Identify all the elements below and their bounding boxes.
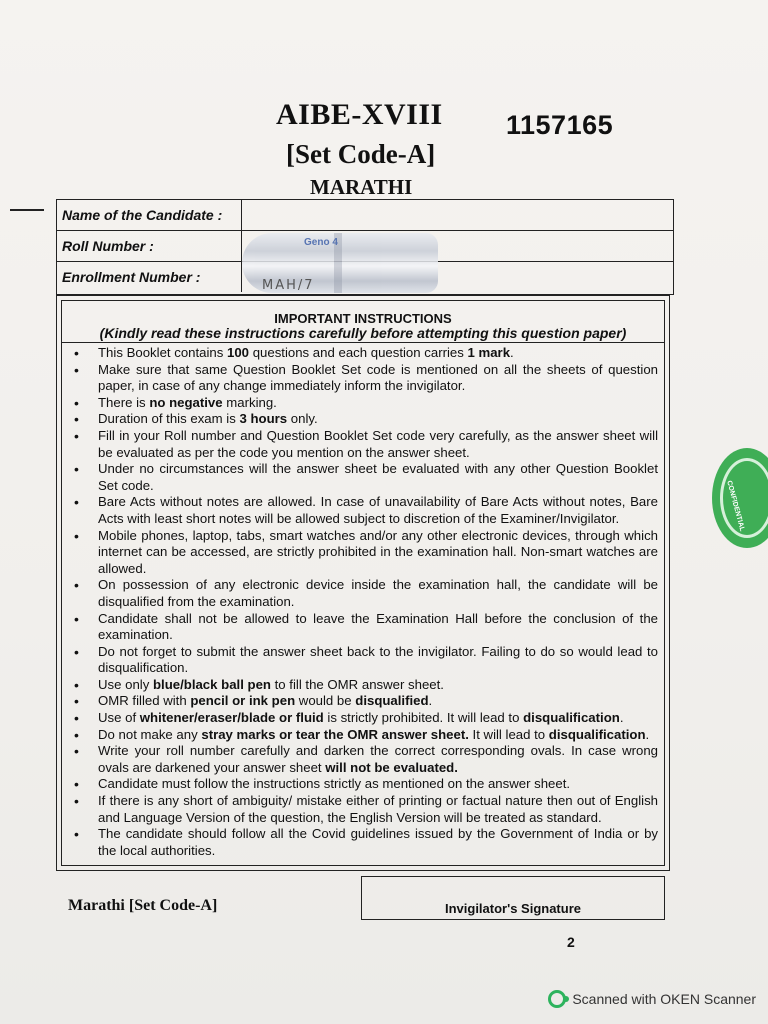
serial-number: 1157165 — [506, 110, 614, 140]
instruction-item: • OMR filled with pencil or ink pen would be disqualified. — [70, 693, 658, 710]
instruction-item: • Mobile phones, laptop, tabs, smart watches and/or any other electronic devices, through which internet can be accessed, are strictly prohibited in the examination hall. Non-smart watches are allowed. — [70, 528, 658, 578]
instructions-inner-border — [61, 300, 665, 866]
margin-mark — [10, 209, 44, 211]
set-code: [Set Code-A] — [286, 139, 436, 169]
instructions-list — [70, 345, 658, 859]
invigilator-signature-label: Invigilator's Signature — [444, 901, 581, 916]
instruction-item: • Candidate shall not be allowed to leave the Examination Hall before the conclusion of the examination. — [70, 611, 658, 644]
scanner-logo-icon — [548, 990, 566, 1008]
exam-title: AIBE-XVIII — [276, 98, 443, 131]
row-divider — [241, 200, 242, 230]
instruction-item: • Duration of this exam is 3 hours only. — [70, 411, 658, 428]
instruction-item: • The candidate should follow all the Covid guidelines issued by the Government of India or by the local authorities. — [70, 826, 658, 859]
footer-set-code: Marathi [Set Code-A] — [68, 897, 218, 914]
instruction-item: • Fill in your Roll number and Question Booklet Set code very carefully, as the answer sheet will be evaluated as per the code you mention on the answer sheet. — [70, 428, 658, 461]
candidate-name-label: Name of the Candidate : — [62, 207, 223, 223]
scanner-watermark — [548, 990, 756, 1008]
seal-text: CONFIDENTIAL — [725, 480, 746, 533]
instruction-item: • On possession of any electronic device inside the examination hall, the candidate will be disqualified from the examination. — [70, 577, 658, 610]
invigilator-signature-box — [361, 876, 665, 920]
pen-brand-text: Geno 4 — [304, 237, 338, 248]
instruction-item: • If there is any short of ambiguity/ mistake either of printing or factual nature then out of English and Language Version of the question, the English Version will be treated as standard. — [70, 793, 658, 826]
instructions-heading: IMPORTANT INSTRUCTIONS — [274, 311, 452, 326]
language-title: MARATHI — [310, 175, 413, 199]
enrollment-number-label: Enrollment Number : — [62, 269, 201, 285]
scanner-text: Scanned with OKEN Scanner — [572, 991, 756, 1007]
instruction-item: • This Booklet contains 100 questions and each question carries 1 mark. — [70, 345, 658, 362]
instructions-box — [56, 295, 670, 871]
instruction-item: • Write your roll number carefully and darken the correct corresponding ovals. In case wrong ovals are darkened your answer sheet will not be evaluated. — [70, 743, 658, 776]
candidate-name-row — [57, 200, 673, 231]
instructions-subheading: (Kindly read these instructions carefully before attempting this question paper) — [62, 325, 664, 343]
instruction-item: • There is no negative marking. — [70, 395, 658, 412]
instruction-item: • Do not forget to submit the answer sheet back to the invigilator. Failing to do so would lead to disqualification. — [70, 644, 658, 677]
page-number: 2 — [567, 934, 575, 950]
handwritten-scrawl: MAH/7 — [262, 278, 315, 293]
roll-number-label: Roll Number : — [62, 238, 154, 254]
instruction-item: • Make sure that same Question Booklet Set code is mentioned on all the sheets of question paper, in case of any change immediately inform the invigilator. — [70, 362, 658, 395]
instruction-item: • Candidate must follow the instructions strictly as mentioned on the answer sheet. — [70, 776, 658, 793]
instruction-item: • Do not make any stray marks or tear the OMR answer sheet. It will lead to disqualification. — [70, 727, 658, 744]
instruction-item: • Bare Acts without notes are allowed. In case of unavailability of Bare Acts without notes, Bare Acts with least short notes will be allowed subject to discretion of the Examiner/Invigilator. — [70, 494, 658, 527]
instruction-item: • Use only blue/black ball pen to fill the OMR answer sheet. — [70, 677, 658, 694]
instruction-item: • Use of whitener/eraser/blade or fluid is strictly prohibited. It will lead to disqualification. — [70, 710, 658, 727]
instruction-item: • Under no circumstances will the answer sheet be evaluated with any other Question Booklet Set code. — [70, 461, 658, 494]
confidential-seal-icon — [712, 448, 768, 548]
